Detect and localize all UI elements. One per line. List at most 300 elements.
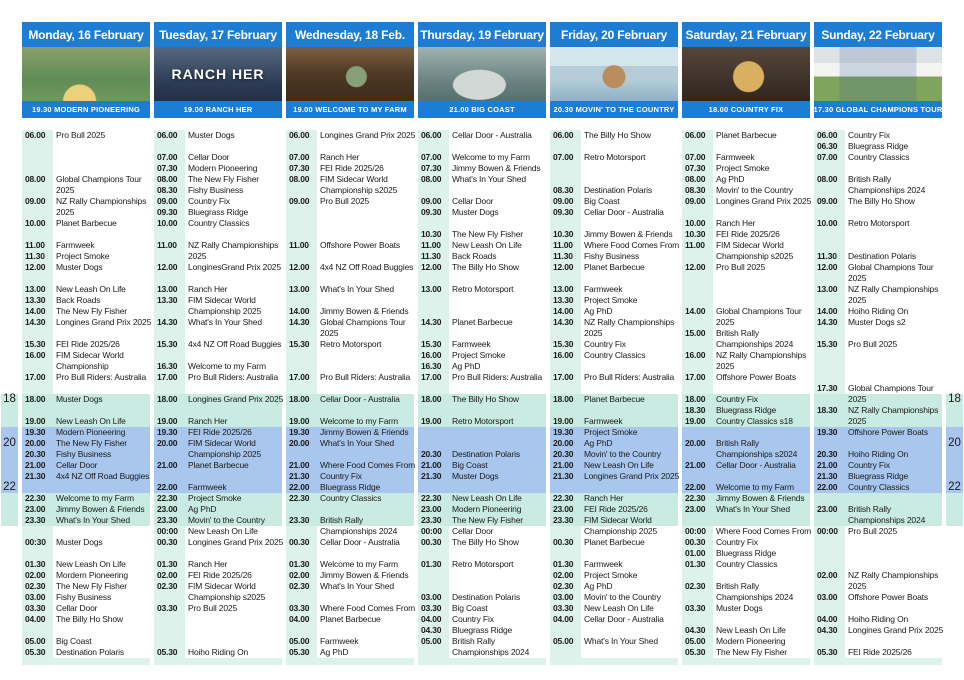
program-title: Country Classics (188, 218, 250, 228)
program-row (22, 493, 153, 504)
program-time: 09.00 (25, 196, 46, 206)
program-row (418, 537, 549, 548)
program-time: 05.30 (817, 647, 838, 657)
program-row (286, 471, 417, 482)
program-time: 22.30 (289, 493, 310, 503)
program-title: FEI Ride 2025/26 (188, 570, 252, 580)
day-header (154, 22, 282, 47)
program-title: Planet Barbecue (716, 130, 777, 140)
program-title: Mordern Pioneering (56, 570, 128, 580)
program-time: 15.30 (289, 339, 310, 349)
program-row (814, 218, 945, 229)
program-row (418, 317, 549, 328)
featured-image (550, 47, 678, 101)
program-title: Retro Motorsport (848, 218, 910, 228)
program-row (286, 438, 417, 449)
program-time: 21.30 (25, 471, 46, 481)
program-time: 23.30 (289, 515, 310, 525)
program-time: 20.00 (553, 438, 574, 448)
program-row (22, 416, 153, 427)
program-title: Muster Dogs (188, 130, 235, 140)
program-title: Global Champions Tour 2025 (716, 306, 802, 327)
program-time: 11.00 (421, 240, 441, 250)
program-time: 08.00 (157, 174, 178, 184)
program-title: Cellar Door (188, 152, 230, 162)
program-row (286, 372, 417, 383)
program-title: Pro Bull Riders: Australia (188, 372, 279, 382)
program-time: 09.00 (289, 196, 310, 206)
program-time: 09.00 (421, 196, 442, 206)
program-row (22, 471, 153, 482)
program-title: Movin' to the Country (188, 515, 265, 525)
program-time: 14.30 (289, 317, 310, 327)
program-row (286, 482, 417, 493)
featured-program-banner (682, 101, 810, 118)
program-row (682, 438, 813, 460)
program-row (418, 229, 549, 240)
program-row (814, 592, 945, 603)
program-time: 12.00 (289, 262, 310, 272)
program-time: 12.00 (421, 262, 442, 272)
schedule-grid (154, 130, 282, 658)
program-time: 10.30 (553, 229, 574, 239)
program-title: Cellar Door (452, 526, 494, 536)
day-column (154, 22, 282, 665)
program-row (154, 196, 285, 207)
program-row (682, 174, 813, 185)
hour-marker-22: 22 (948, 481, 961, 493)
program-time: 23.30 (25, 515, 46, 525)
program-row (814, 284, 945, 306)
program-title: Country Fix (320, 471, 362, 481)
program-time: 01.30 (553, 559, 574, 569)
hour-ruler-left (1, 394, 18, 526)
program-title: Fishy Business (188, 185, 244, 195)
program-row (286, 130, 417, 141)
program-row (550, 636, 681, 647)
program-row (286, 647, 417, 658)
program-row (22, 460, 153, 471)
hour-marker-18: 18 (948, 393, 961, 405)
program-row (418, 339, 549, 350)
program-title: Destination Polaris (848, 251, 917, 261)
program-time: 02.00 (817, 570, 838, 580)
program-title: Modern Pioneering (452, 504, 522, 514)
program-row (154, 460, 285, 471)
program-time: 02.30 (25, 581, 46, 591)
program-row (682, 559, 813, 570)
program-title: Fishy Business (56, 592, 112, 602)
program-time: 11.00 (157, 240, 177, 250)
program-row (286, 493, 417, 504)
program-time: 08.30 (553, 185, 574, 195)
program-title: Muster Dogs (56, 262, 103, 272)
program-title: Global Champions Tour 2025 (320, 317, 406, 338)
program-row (550, 394, 681, 405)
program-title: FIM Sidecar World Championship s2025 (320, 174, 398, 195)
program-title: Big Coast (584, 196, 620, 206)
program-time: 18.30 (685, 405, 706, 415)
program-title: Big Coast (452, 460, 488, 470)
program-row (22, 614, 153, 625)
featured-image-logo (22, 47, 150, 101)
program-title: Muster Dogs (452, 207, 499, 217)
program-row (418, 130, 549, 141)
program-title: Ranch Her (320, 152, 360, 162)
program-time: 01.00 (685, 548, 706, 558)
program-time: 02.00 (25, 570, 46, 580)
program-title: 4x4 NZ Off Road Buggies (188, 339, 282, 349)
featured-image-logo: RANCH HER (171, 66, 265, 82)
day-header-label: Saturday, 21 February (685, 27, 807, 42)
program-row (418, 449, 549, 460)
program-row (154, 493, 285, 504)
program-title: Destination Polaris (584, 185, 653, 195)
program-title: Hoiho Riding On (848, 306, 909, 316)
program-row (682, 548, 813, 559)
program-time: 00.30 (289, 537, 310, 547)
program-time: 17.00 (685, 372, 706, 382)
ruler-late-band (946, 493, 963, 526)
program-time: 11.00 (685, 240, 705, 250)
program-title: Cellar Door - Australia (320, 394, 400, 404)
program-row (682, 240, 813, 262)
program-time: 07.00 (157, 152, 178, 162)
program-title: Planet Barbecue (188, 460, 249, 470)
program-time: 23.00 (25, 504, 46, 514)
program-time: 16.30 (157, 361, 178, 371)
program-time: 04.00 (553, 614, 574, 624)
program-time: 06.00 (421, 130, 442, 140)
program-title: Offshore Power Boats (848, 427, 928, 437)
program-time: 05.00 (553, 636, 574, 646)
featured-program-label: 21.00 BIG COAST (449, 105, 515, 114)
program-time: 07.00 (553, 152, 574, 162)
program-time: 09.00 (685, 196, 706, 206)
program-time: 06.00 (157, 130, 178, 140)
program-title: Hoiho Riding On (848, 614, 909, 624)
program-title: Jimmy Bowen & Friends (584, 229, 673, 239)
program-title: Muster Dogs (716, 603, 763, 613)
program-row (154, 427, 285, 438)
program-row (22, 306, 153, 317)
program-row (682, 482, 813, 493)
program-title: Ranch Her (584, 493, 624, 503)
program-row (286, 581, 417, 592)
program-title: Muster Dogs (56, 394, 103, 404)
program-time: 18.00 (25, 394, 46, 404)
program-row (22, 339, 153, 350)
program-title: Longines Grand Prix 2025 (584, 471, 680, 481)
day-column (286, 22, 414, 665)
program-row (550, 306, 681, 317)
program-title: Planet Barbecue (584, 394, 645, 404)
program-row (550, 372, 681, 383)
program-title: New Leash On Life (56, 416, 126, 426)
program-time: 19.00 (25, 416, 46, 426)
program-row (550, 570, 681, 581)
program-title: The New Fly Fisher (452, 229, 523, 239)
program-time: 23.30 (421, 515, 442, 525)
program-time: 21.30 (421, 471, 442, 481)
program-title: Fishy Business (56, 449, 112, 459)
program-row (550, 350, 681, 361)
program-row (550, 504, 681, 515)
program-time: 13.00 (817, 284, 838, 294)
program-time: 17.30 (817, 383, 838, 393)
program-time: 02.30 (157, 581, 178, 591)
program-time: 01.30 (289, 559, 310, 569)
program-row (814, 504, 945, 526)
footer-strip (682, 658, 810, 665)
program-title: What's In Your Shed (56, 515, 130, 525)
program-time: 21.00 (685, 460, 706, 470)
program-title: FEI Ride 2025/26 (188, 427, 252, 437)
program-row (286, 306, 417, 317)
program-row (814, 449, 945, 460)
program-row (22, 240, 153, 251)
program-row (682, 163, 813, 174)
program-title: What's In Your Shed (320, 581, 394, 591)
program-time: 04.00 (289, 614, 310, 624)
program-title: Retro Motorsport (584, 152, 646, 162)
program-time: 03.30 (421, 603, 442, 613)
program-title: Pro Bull Riders: Australia (452, 372, 543, 382)
program-title: Welcome to my Farm (56, 493, 134, 503)
program-time: 17.00 (25, 372, 46, 382)
program-title: British Rally Championships 2024 (452, 636, 530, 657)
program-time: 04.30 (421, 625, 442, 635)
program-title: Global Champions Tour 2025 (56, 174, 142, 195)
program-time: 13.30 (25, 295, 46, 305)
program-time: 16.00 (685, 350, 706, 360)
schedule-grid (286, 130, 414, 658)
program-time: 03.30 (289, 603, 310, 613)
program-row (22, 592, 153, 603)
program-title: Pro Bull Riders: Australia (56, 372, 147, 382)
program-title: Bluegrass Ridge (716, 405, 777, 415)
program-row (814, 317, 945, 328)
program-title: Jimmy Bowen & Friends (56, 504, 145, 514)
program-row (286, 603, 417, 614)
featured-image-logo (418, 47, 546, 101)
day-columns (22, 22, 942, 665)
program-title: LonginesGrand Prix 2025 (188, 262, 281, 272)
program-title: What's In Your Shed (320, 284, 394, 294)
program-title: Country Fix (452, 614, 494, 624)
program-time: 11.30 (553, 251, 573, 261)
program-time: 15.00 (685, 328, 706, 338)
program-time: 21.30 (553, 471, 574, 481)
program-title: The Billy Ho Show (848, 196, 915, 206)
program-title: FIM Sidecar World Championship 2025 (584, 515, 658, 536)
program-time: 16.00 (421, 350, 442, 360)
program-time: 02.00 (157, 570, 178, 580)
program-time: 04.00 (817, 614, 838, 624)
program-time: 06.00 (685, 130, 706, 140)
program-row (682, 130, 813, 141)
program-time: 00:00 (421, 526, 442, 536)
program-row (682, 647, 813, 658)
program-time: 11.00 (553, 240, 573, 250)
program-time: 13.00 (157, 284, 178, 294)
program-time: 00:30 (25, 537, 46, 547)
program-time: 07.30 (157, 163, 178, 173)
program-time: 20.00 (157, 438, 178, 448)
program-title: Bluegrass Ridge (848, 471, 909, 481)
featured-image (22, 47, 150, 101)
program-title: Modern Pioneering (56, 427, 126, 437)
program-row (814, 130, 945, 141)
program-row (418, 614, 549, 625)
program-title: New Leash On Life (452, 240, 522, 250)
program-time: 07.00 (289, 152, 310, 162)
program-time: 04.30 (685, 625, 706, 635)
program-row (154, 361, 285, 372)
program-time: 08.00 (25, 174, 46, 184)
featured-image (814, 47, 942, 101)
program-title: Movin' to the Country (716, 185, 793, 195)
program-time: 04.00 (421, 614, 442, 624)
program-time: 18.00 (421, 394, 442, 404)
program-time: 13.00 (289, 284, 310, 294)
program-title: Pro Bull Riders: Australia (320, 372, 411, 382)
program-title: Jimmy Bowen & Friends (452, 163, 541, 173)
program-row (22, 251, 153, 262)
program-row (154, 438, 285, 460)
program-time: 22.00 (817, 482, 838, 492)
program-time: 23.00 (685, 504, 706, 514)
program-title: NZ Rally Championships 2025 (716, 350, 807, 371)
program-title: Pro Bull 2025 (848, 339, 898, 349)
program-row (154, 482, 285, 493)
program-time: 06.00 (25, 130, 46, 140)
program-title: Global Champions Tour 2025 (848, 262, 934, 283)
program-title: FEI Ride 2025/26 (320, 163, 384, 173)
program-time: 11.00 (289, 240, 309, 250)
program-row (814, 251, 945, 262)
program-time: 17.00 (157, 372, 178, 382)
program-time: 00:00 (817, 526, 838, 536)
program-title: Country Fix (848, 460, 890, 470)
program-time: 00.30 (553, 537, 574, 547)
featured-program-label: 20.30 MOVIN' TO THE COUNTRY (553, 105, 675, 114)
program-title: Pro Bull 2025 (320, 196, 370, 206)
program-time: 05.00 (421, 636, 442, 646)
program-title: Country Fix (848, 130, 890, 140)
program-title: FIM Sidecar World Championship (56, 350, 124, 371)
program-row (286, 427, 417, 438)
program-title: Muster Dogs (56, 537, 103, 547)
program-time: 21.00 (157, 460, 178, 470)
program-row (682, 603, 813, 614)
program-time: 05.30 (289, 647, 310, 657)
program-title: Country Classics (584, 350, 646, 360)
program-time: 15.30 (157, 339, 178, 349)
program-time: 13.00 (25, 284, 46, 294)
featured-program-label: 19.00 RANCH HER (183, 105, 253, 114)
program-title: Cellar Door (56, 603, 98, 613)
program-title: Farmweek (320, 636, 359, 646)
program-row (418, 515, 549, 526)
program-row (550, 416, 681, 427)
program-row (22, 317, 153, 328)
program-title: Planet Barbecue (584, 262, 645, 272)
program-row (154, 284, 285, 295)
program-title: 4x4 NZ Off Road Buggies (56, 471, 150, 481)
program-title: The Billy Ho Show (452, 394, 519, 404)
program-time: 23.00 (817, 504, 838, 514)
program-title: Ag PhD (716, 174, 745, 184)
program-row (286, 196, 417, 207)
program-row (550, 592, 681, 603)
program-time: 08.00 (421, 174, 442, 184)
program-time: 14.00 (685, 306, 706, 316)
day-header-label: Sunday, 22 February (821, 27, 935, 42)
schedule-grid (550, 130, 678, 658)
program-row (286, 339, 417, 350)
footer-strip (418, 658, 546, 665)
program-time: 14.00 (817, 306, 838, 316)
program-time: 13.00 (553, 284, 574, 294)
program-time: 19.30 (25, 427, 46, 437)
schedule-grid (418, 130, 546, 658)
program-title: Pro Bull Riders: Australia (584, 372, 675, 382)
program-row (550, 427, 681, 438)
program-row (418, 372, 549, 383)
program-title: Retro Motorsport (320, 339, 382, 349)
program-title: New Leash On Life (584, 460, 654, 470)
program-title: Farmweek (56, 240, 95, 250)
program-title: Farmweek (584, 559, 623, 569)
featured-program-banner (814, 101, 942, 118)
program-time: 08.00 (817, 174, 838, 184)
program-time: 03.00 (421, 592, 442, 602)
program-row (154, 152, 285, 163)
program-time: 19.00 (685, 416, 706, 426)
program-time: 00.30 (685, 537, 706, 547)
program-row (154, 394, 285, 405)
program-time: 03.30 (685, 603, 706, 613)
program-time: 09.30 (157, 207, 178, 217)
program-row (418, 350, 549, 361)
program-row (682, 372, 813, 383)
program-time: 20.30 (553, 449, 574, 459)
program-row (418, 207, 549, 218)
program-title: Welcome to my Farm (452, 152, 530, 162)
program-row (286, 262, 417, 273)
program-row (814, 471, 945, 482)
program-title: Movin' to the Country (584, 592, 661, 602)
footer-strip (550, 658, 678, 665)
program-time: 15.30 (817, 339, 838, 349)
program-title: NZ Rally Championships 2025 (848, 570, 939, 591)
program-row (814, 141, 945, 152)
program-row (418, 174, 549, 185)
day-header-label: Thursday, 19 February (420, 27, 544, 42)
featured-image-logo (682, 47, 810, 101)
program-time: 10.30 (421, 229, 442, 239)
day-header (286, 22, 414, 47)
program-row (286, 570, 417, 581)
program-row (550, 581, 681, 592)
program-title: Country Classics (716, 559, 778, 569)
program-time: 06.00 (817, 130, 838, 140)
program-time: 19.00 (289, 416, 310, 426)
program-row (154, 526, 285, 537)
program-title: Ranch Her (716, 218, 756, 228)
program-time: 11.00 (25, 240, 45, 250)
